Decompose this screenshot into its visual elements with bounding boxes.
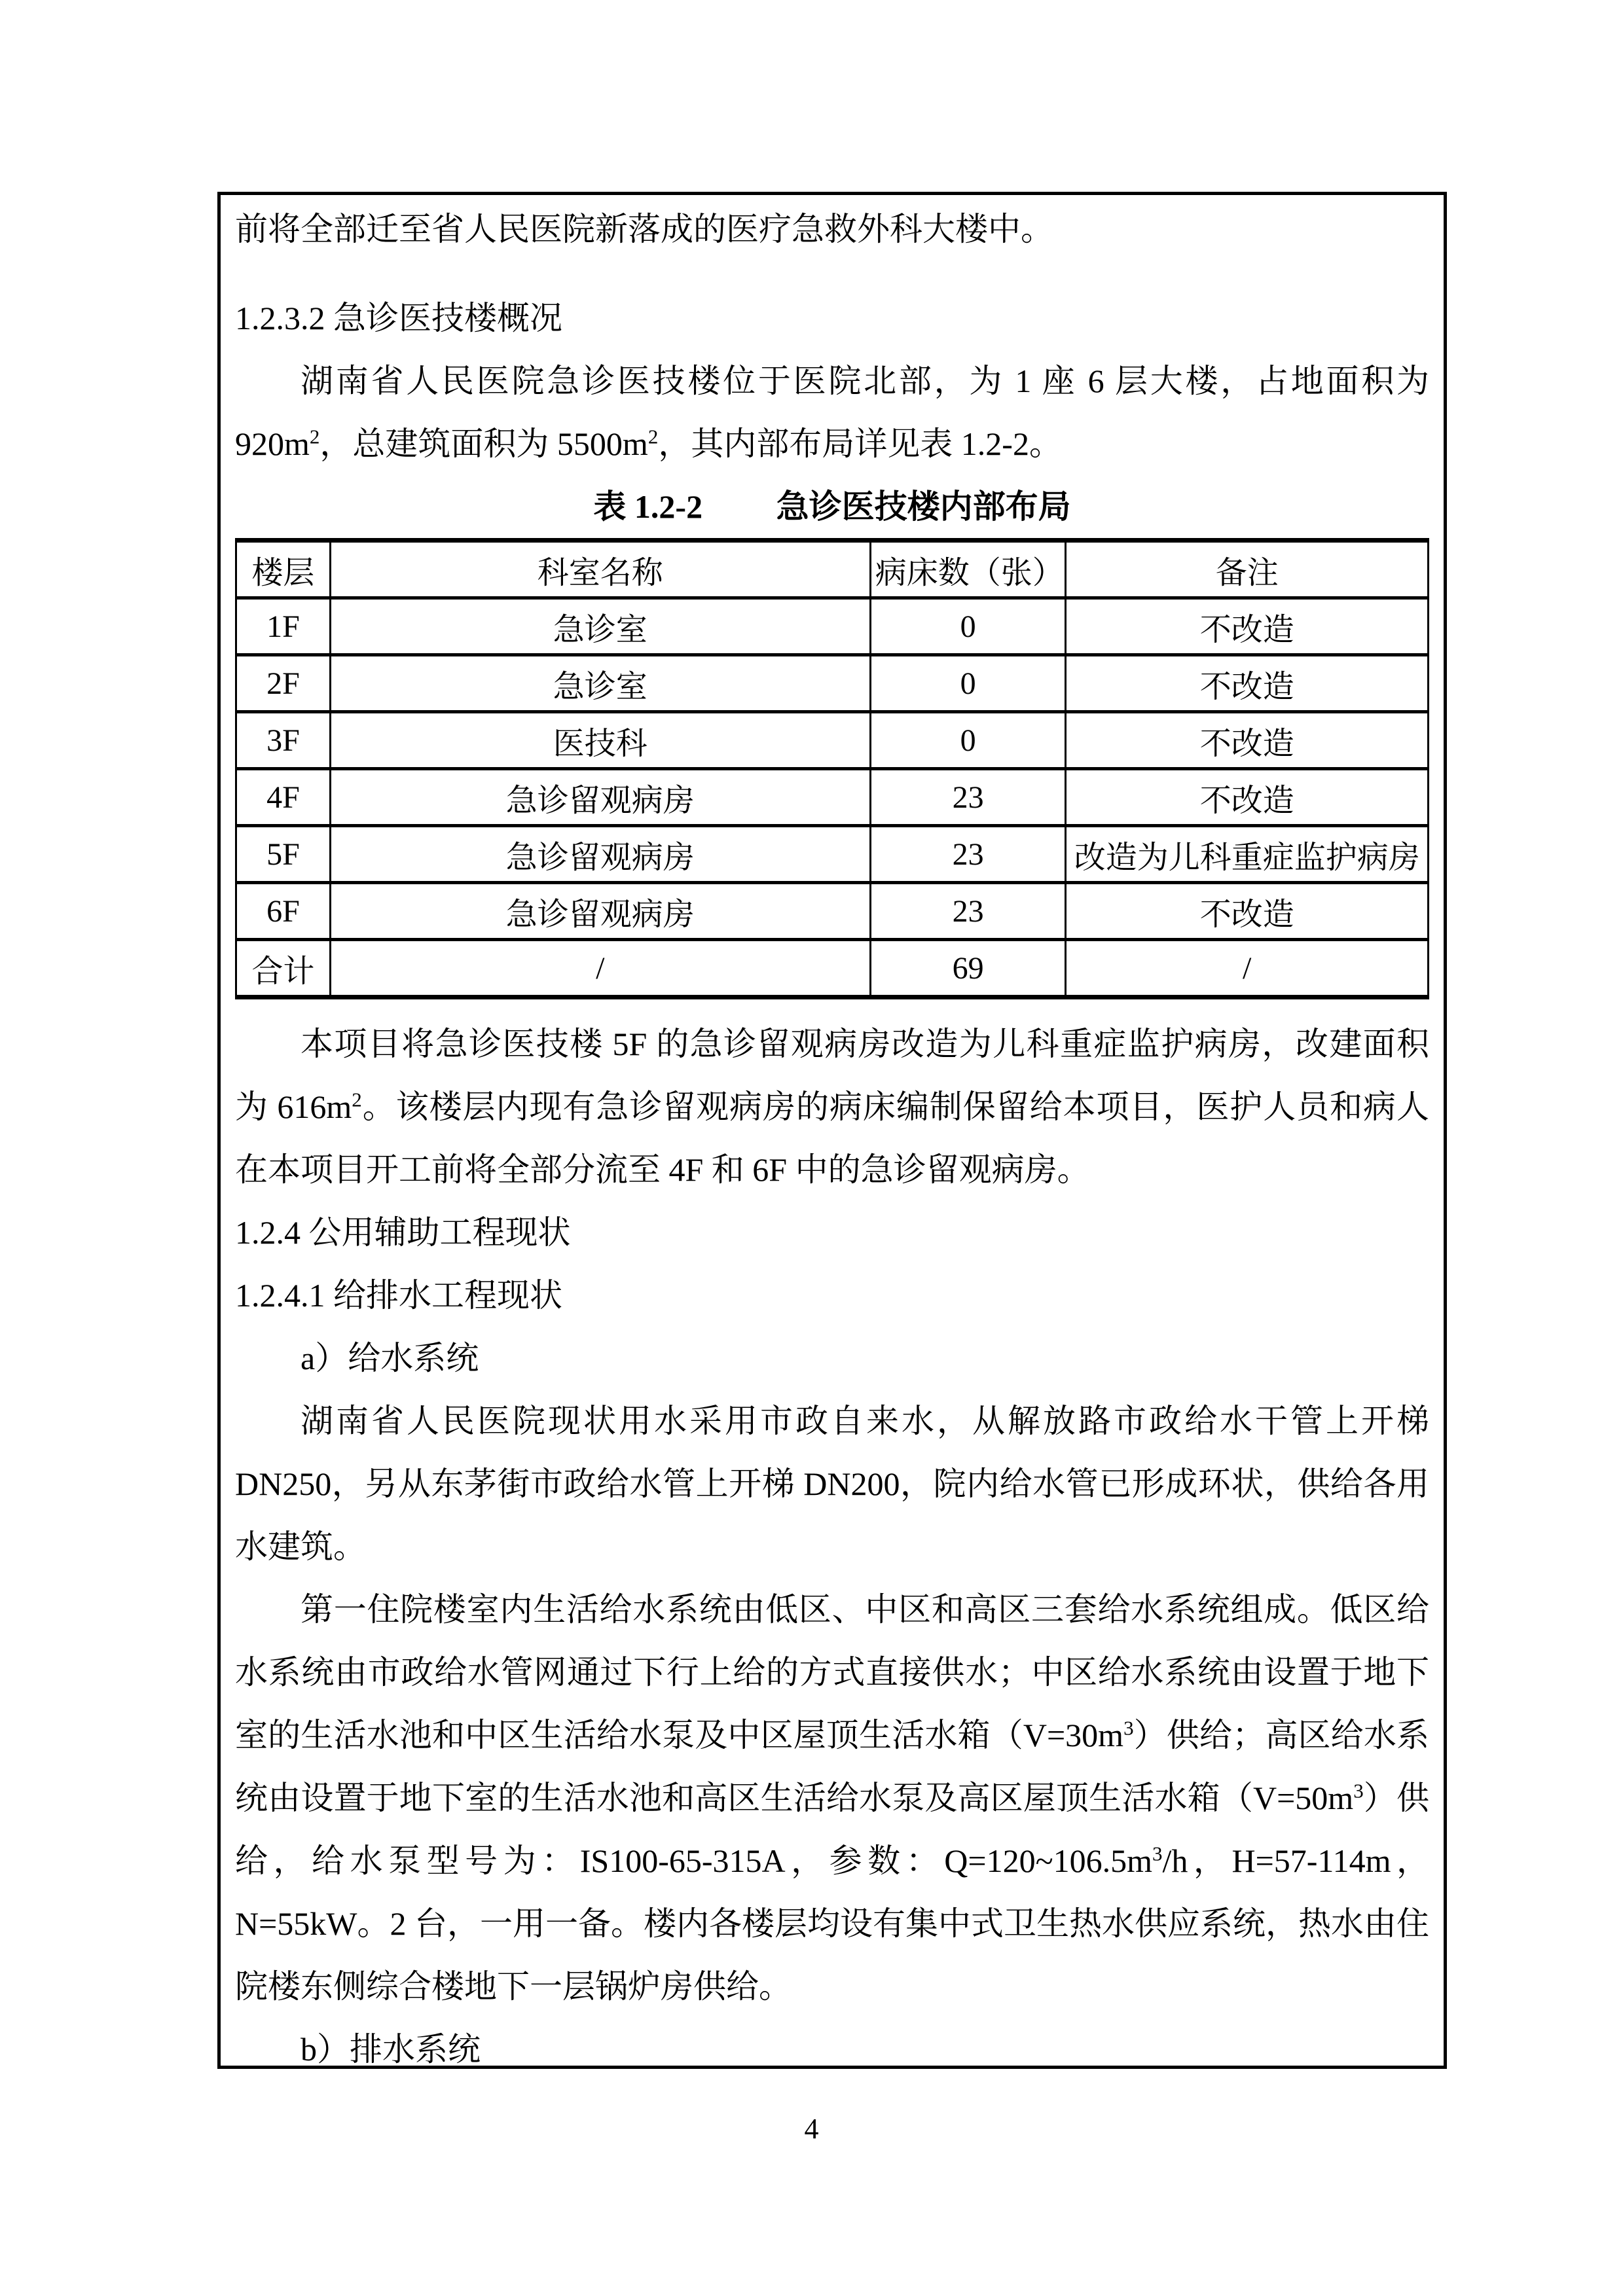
cell-remark: 不改造 xyxy=(1066,655,1429,712)
col-header-department: 科室名称 xyxy=(330,541,870,598)
cell-beds: 0 xyxy=(870,655,1066,712)
table-row xyxy=(236,598,1429,655)
paragraph-building: 湖南省人民医院急诊医技楼位于医院北部，为 1 座 6 层大楼，占地面积为 $920m^2$，总建筑面积为 $5500m^2$，其内部布局详见表 1.2-2。 xyxy=(235,363,1429,462)
cell-beds: 0 xyxy=(870,712,1066,769)
paragraph-water-supply: 湖南省人民医院现状用水采用市政自来水，从解放路市政给水干管上开梯 DN250，另从东茅街市政给水管上开梯 DN200，院内给水管已形成环状，供给各用水建筑。 xyxy=(235,1403,1429,1565)
section-heading-1-2-4: 1.2.4 公用辅助工程现状 xyxy=(235,1214,571,1251)
cell-floor: 4F xyxy=(236,769,331,826)
cell-remark: 不改造 xyxy=(1066,883,1429,940)
cell-beds: 23 xyxy=(870,769,1066,826)
cell-beds: 23 xyxy=(870,883,1066,940)
cell-remark: 不改造 xyxy=(1066,598,1429,655)
cell-beds: 0 xyxy=(870,598,1066,655)
section-heading-1-2-4-1: 1.2.4.1 给排水工程现状 xyxy=(235,1277,562,1314)
col-header-beds: 病床数（张） xyxy=(870,541,1066,598)
paragraph-renovation: 本项目将急诊医技楼 5F 的急诊留观病房改造为儿科重症监护病房，改建面积为 $616m^2$。该楼层内现有急诊留观病房的病床编制保留给本项目，医护人员和病人在本项目开工前将全部分流至 4F 和 6F 中的急诊留观病房。 xyxy=(235,1026,1429,1188)
cell-department: / xyxy=(330,940,870,997)
cell-floor: 2F xyxy=(236,655,331,712)
cell-remark: / xyxy=(1066,940,1429,997)
cell-floor: 3F xyxy=(236,712,331,769)
table-caption-label: 表 1.2-2 xyxy=(593,488,703,525)
table-row xyxy=(236,883,1429,940)
table-row-total xyxy=(236,940,1429,997)
table-header-row xyxy=(236,541,1429,598)
document-frame xyxy=(217,192,1447,2069)
page-number: 4 xyxy=(804,2113,819,2145)
cell-floor: 合计 xyxy=(236,940,331,997)
section-heading-1-2-3-2: 1.2.3.2 急诊医技楼概况 xyxy=(235,300,562,336)
table-row xyxy=(236,655,1429,712)
table-caption xyxy=(235,475,1429,538)
table-row xyxy=(236,769,1429,826)
list-item-b: b）排水系统 xyxy=(301,2031,481,2068)
cell-remark: 改造为儿科重症监护病房 xyxy=(1066,826,1429,883)
cell-floor: 5F xyxy=(236,826,331,883)
layout-table xyxy=(235,538,1429,999)
table-row xyxy=(236,712,1429,769)
cell-department: 急诊留观病房 xyxy=(330,883,870,940)
list-item-a: a）给水系统 xyxy=(301,1340,479,1376)
cell-department: 急诊室 xyxy=(330,598,870,655)
cell-department: 急诊留观病房 xyxy=(330,826,870,883)
cell-department: 急诊留观病房 xyxy=(330,769,870,826)
cell-remark: 不改造 xyxy=(1066,712,1429,769)
col-header-floor: 楼层 xyxy=(236,541,331,598)
cell-beds: 69 xyxy=(870,940,1066,997)
col-header-remark: 备注 xyxy=(1066,541,1429,598)
paragraph-move: 前将全部迁至省人民医院新落成的医疗急救外科大楼中。 xyxy=(235,211,1053,247)
cell-floor: 6F xyxy=(236,883,331,940)
table-caption-title: 急诊医技楼内部布局 xyxy=(776,488,1071,525)
table-row xyxy=(236,826,1429,883)
cell-floor: 1F xyxy=(236,598,331,655)
cell-remark: 不改造 xyxy=(1066,769,1429,826)
cell-department: 医技科 xyxy=(330,712,870,769)
paragraph-supply-system: 第一住院楼室内生活给水系统由低区、中区和高区三套给水系统组成。低区给水系统由市政给水管网通过下行上给的方式直接供水；中区给水系统由设置于地下室的生活水池和中区生活给水泵及中区屋顶生活水箱$(V=30m^3)$供给；高区给水系统由设置于地下室的生活水池和高区生活给水泵及高区屋顶生活水箱$(V=50m^3)$供给，给水泵型号为：IS100-65-315A，参数：$Q=120\sim 106.5m^3/h$，H=57-114m，N=55kW。2 台，一用一备。楼内各楼层均设有集中式卫生热水供应系统，热水由住院楼东侧综合楼地下一层锅炉房供给。 xyxy=(235,1591,1430,2005)
cell-department: 急诊室 xyxy=(330,655,870,712)
cell-beds: 23 xyxy=(870,826,1066,883)
